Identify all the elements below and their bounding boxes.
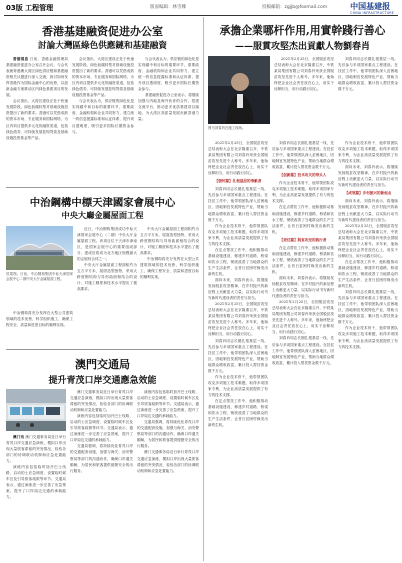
header-rule: [4, 15, 398, 16]
article2-caption: 效果图。日前，中冶钢构集团中标天津国家会展中心二期中央大厅金属屋面工程。: [6, 272, 73, 281]
border-traffic-photo: [6, 389, 66, 431]
article2-column-1: 近日，中冶钢构集团成功中标天津国家会展中心（二期）中央大厅金属屋面工程。该项目位于天津市津南区，是国家会展中心的重要组成部分，建成后将成为北方地区规模最大的会展综合体之一。 中央大厅金属屋面工程面积约为五万平方米，屋面造型独特，采用大跨度钢结构与异形曲面相结合的设计，对施工精度和技术水平提出了极高要求。: [77, 227, 137, 292]
email-label: 投稿邮箱：zgjjb@foxmail.com: [262, 5, 328, 10]
article4-subhead-2: 【创新篇】技术攻关的带头人: [279, 173, 327, 178]
article4-column-3-top: 刘春肖同志长期扎根基层一线，先后参与多项国家重点工程建设。在扶贫工作中，他带领团队深入贫困地区，因地制宜发展特色产业，帮助当地群众增收致富，累计投入帮扶资金数千万元。: [338, 57, 398, 92]
article4-subhead-3: 【责任篇】脱贫攻坚的践行者: [279, 237, 327, 242]
article2-title: 中治鋼構中標天津國家會展中心: [29, 197, 176, 209]
article2-column-0: 中冶钢构将充分发挥在大型公共建筑领域的技术优势，科学组织施工，确保工程安全、质量和进度目标的顺利实现。: [6, 311, 73, 328]
article3-lead: 澳门讯: [13, 435, 25, 439]
article4-subhead-4: 【成效篇】乡村振兴的新起点: [344, 191, 392, 196]
article1-column-3: 与会代表认为，供应链的绿色化是实现碳中和目标的重要环节，需要政府、金融机构和企业共同努力，建立统一的信息披露标准和认证体系，提升项目透明度，吸引更多国际长期资金参与。 基建融资促进办公室表示，将继续加强与内地及海外伙伴的合作，搭建交流平台，推动更多优质基建项目落地，为大湾区高质量发展贡献香港力量。: [138, 57, 199, 122]
page-header: [0, 0, 402, 14]
article3-column-3: 演练内容包括临时加开巴士线路、启动的士应急调度、设置临时候车区及引导旅客疏散等环节。交通局表示，通过演练进一步完善了应急预案，提升了口岸周边交通的承载能力。 交通局强调，将持续优化青茂口岸的交通配套设施，加强与海关、治安警察局等部门的沟通协作，确保口岸通关顺畅，为居民和旅客提供便捷安全的出行服务。 澳门交通事务局近日举行青茂口岸交通应急演练，模拟口岸出现大量旅客滞留的突发情况，检验各部门的协调联动机制和应急处置能力。: [137, 390, 199, 473]
article3-column-2: 澳门交通事务局近日举行青茂口岸交通应急演练，模拟口岸出现大量旅客滞留的突发情况，检验各部门的协调联动机制和应急处置能力。 演练内容包括临时加开巴士线路、启动的士应急调度、设置临时候车区及引导旅客疏散等环节。交通局表示，通过演练进一步完善了应急预案，提升了口岸周边交通的承载能力。 交通局强调，将持续优化青茂口岸的交通配套设施，加强与海关、治安警察局等部门的沟通协作，确保口岸通关顺畅，为居民和旅客提供便捷安全的出行服务。: [70, 390, 133, 473]
article4-subhead-1: 【情怀篇】扎根基层的奉献者: [214, 179, 262, 184]
newspaper-logo: 中国基建报 CHINA INFRASTRUCTURE: [350, 2, 394, 15]
article4-column-1: 2021年2月25日，全国脱贫攻坚总结表彰大会在北京隆重召开，中铁某局集团有限公司刘春肖荣获全国脱贫攻坚先进个人称号。多年来，他始终把企业社会责任放在心上，用实干诠释担当，用行动践行初心。 【情怀篇】扎根基层的奉献者 刘春肖同志长期扎根基层一线，先后参与多项国家重点工程建设。在扶贫工作中，他带领团队深入贫困地区，因地制宜发展特色产业，帮助当地群众增收致富，累计投入帮扶资金数千万元。 作为企业技术骨干，他带领团队攻克多项施工技术难题，取得多项国家专利，为企业高质量发展提供了有力的技术支撑。 在定点帮扶工作中，他积极推动基础设施建设，修建乡村道路、桥梁和饮水工程，彻底改善了当地群众的生产生活条件，让昔日贫困村焕发出新的生机。 面向未来，刘春肖表示，将继续发扬脱贫攻坚精神，在乡村振兴的新征程上贡献更大力量，以实际行动书写新时代建设者的责任与担当。 2021年2月25日，全国脱贫攻坚总结表彰大会在北京隆重召开，中铁某局集团有限公司刘春肖荣获全国脱贫攻坚先进个人称号。多年来，他始终把企业社会责任放在心上，用实干诠释担当，用行动践行初心。 刘春肖同志长期扎根基层一线，先后参与多项国家重点工程建设。在扶贫工作中，他带领团队深入贫困地区，因地制宜发展特色产业，帮助当地群众增收致富，累计投入帮扶资金数千万元。 作为企业技术骨干，他带领团队攻克多项施工技术难题，取得多项国家专利，为企业高质量发展提供了有力的技术支撑。 在定点帮扶工作中，他积极推动基础设施建设，修建乡村道路、桥梁和饮水工程，彻底改善了当地群众的生产生活条件，让昔日贫困村焕发出新的生机。: [208, 141, 268, 428]
exhibition-center-photo: [6, 226, 73, 270]
article4-subtitle: ——服貫攻堅杰出貢獻人物劉春肖: [234, 42, 370, 52]
article4-title: 承擔企業哪杆作用,用實幹踐行善心: [219, 24, 386, 37]
article4-column-2-top: 2021年2月25日，全国脱贫攻坚总结表彰大会在北京隆重召开，中铁某局集团有限公司刘春肖荣获全国脱贫攻坚先进个人称号。多年来，他始终把企业社会责任放在心上，用实干诠释担当，用行动践行初心。: [274, 57, 334, 92]
article1-title: 香港基建融资促进办公室: [42, 25, 163, 38]
portrait-photo: [208, 56, 270, 124]
article1-column-1: 香港消息 日前，香港金融管理局基建融资促进办公室召开会议，与会代表就粤港澳大湾区绿色供应链和基建融资相关议题进行深入交流，探讨如何发挥香港作为国际金融中心的优势，以创新金融方案推动区内绿色基建项目的发展。 会议指出，大湾区建设正处于快速发展阶段，绿色低碳转型对基础设施投资提出了新的要求。香港可以凭借成熟的资本市场、专业服务和国际网络，为区内项目提供多元化的融资渠道，包括绿色债券、可持续发展挂钩贷款及基础设施投资基金等产品。: [6, 57, 68, 140]
article3-subtitle: 提升青茂口岸交通應急效能: [48, 376, 157, 386]
article4-caption: 图为刘春肖在施工现场。: [208, 126, 246, 130]
article4-column-3: 作为企业技术骨干，他带领团队攻克多项施工技术难题，取得多项国家专利，为企业高质量发展提供了有力的技术支撑。 面向未来，刘春肖表示，将继续发扬脱贫攻坚精神，在乡村振兴的新征程上贡献更大力量，以实际行动书写新时代建设者的责任与担当。 【成效篇】乡村振兴的新起点 面向未来，刘春肖表示，将继续发扬脱贫攻坚精神，在乡村振兴的新征程上贡献更大力量，以实际行动书写新时代建设者的责任与担当。 2021年2月25日，全国脱贫攻坚总结表彰大会在北京隆重召开，中铁某局集团有限公司刘春肖荣获全国脱贫攻坚先进个人称号。多年来，他始终把企业社会责任放在心上，用实干诠释担当，用行动践行初心。 在定点帮扶工作中，他积极推动基础设施建设，修建乡村道路、桥梁和饮水工程，彻底改善了当地群众的生产生活条件，让昔日贫困村焕发出新的生机。 刘春肖同志长期扎根基层一线，先后参与多项国家重点工程建设。在扶贫工作中，他带领团队深入贫困地区，因地制宜发展特色产业，帮助当地群众增收致富，累计投入帮扶资金数千万元。 作为企业技术骨干，他带领团队攻克多项施工技术难题，取得多项国家专利，为企业高质量发展提供了有力的技术支撑。: [338, 141, 398, 349]
column-divider: [203, 17, 204, 561]
article3-column-1: 澳门讯 澳门交通事务局近日举行青茂口岸交通应急演练，模拟口岸出现大量旅客滞留的突发情况，检验各部门的协调联动机制和应急处置能力。 演练内容包括临时加开巴士线路、启动的士应急调度、设置临时候车区及引导旅客疏散等环节。交通局表示，通过演练进一步完善了应急预案，提升了口岸周边交通的承载能力。: [6, 435, 66, 500]
article1-lead: 香港消息: [13, 57, 29, 61]
article1-column-2: 会议指出，大湾区建设正处于快速发展阶段，绿色低碳转型对基础设施投资提出了新的要求。香港可以凭借成熟的资本市场、专业服务和国际网络，为区内项目提供多元化的融资渠道，包括绿色债券、可持续发展挂钩贷款及基础设施投资基金等产品。 与会代表认为，供应链的绿色化是实现碳中和目标的重要环节，需要政府、金融机构和企业共同努力，建立统一的信息披露标准和认证体系，提升项目透明度，吸引更多国际长期资金参与。: [72, 57, 134, 134]
article4-column-2: 刘春肖同志长期扎根基层一线，先后参与多项国家重点工程建设。在扶贫工作中，他带领团队深入贫困地区，因地制宜发展特色产业，帮助当地群众增收致富，累计投入帮扶资金数千万元。 【创新篇】技术攻关的带头人 作为企业技术骨干，他带领团队攻克多项施工技术难题，取得多项国家专利，为企业高质量发展提供了有力的技术支撑。 在定点帮扶工作中，他积极推动基础设施建设，修建乡村道路、桥梁和饮水工程，彻底改善了当地群众的生产生活条件，让昔日贫困村焕发出新的生机。 【责任篇】脱贫攻坚的践行者 在定点帮扶工作中，他积极推动基础设施建设，修建乡村道路、桥梁和饮水工程，彻底改善了当地群众的生产生活条件，让昔日贫困村焕发出新的生机。 面向未来，刘春肖表示，将继续发扬脱贫攻坚精神，在乡村振兴的新征程上贡献更大力量，以实际行动书写新时代建设者的责任与担当。 2021年2月25日，全国脱贫攻坚总结表彰大会在北京隆重召开，中铁某局集团有限公司刘春肖荣获全国脱贫攻坚先进个人称号。多年来，他始终把企业社会责任放在心上，用实干诠释担当，用行动践行初心。 刘春肖同志长期扎根基层一线，先后参与多项国家重点工程建设。在扶贫工作中，他带领团队深入贫困地区，因地制宜发展特色产业，帮助当地群众增收致富，累计投入帮扶资金数千万元。: [272, 141, 334, 365]
article1-subtitle: 討論大灣區綠色供應鏈和基建融資: [38, 41, 167, 51]
section-label: 03版 工程管理: [6, 4, 54, 12]
article3-title: 澳門交通局: [75, 358, 130, 371]
article2-column-2: 中央大厅金属屋面工程面积约为五万平方米，屋面造型独特，采用大跨度钢结构与异形曲面相结合的设计，对施工精度和技术水平提出了极高要求。 中冶钢构将充分发挥在大型公共建筑领域的技术优势，科学组织施工，确保工程安全、质量和进度目标的顺利实现。: [140, 227, 199, 280]
article2-subtitle: 中央大廳金屬屋面工程: [61, 210, 144, 220]
editor-label: 版面编辑：林雪娜: [150, 5, 186, 10]
